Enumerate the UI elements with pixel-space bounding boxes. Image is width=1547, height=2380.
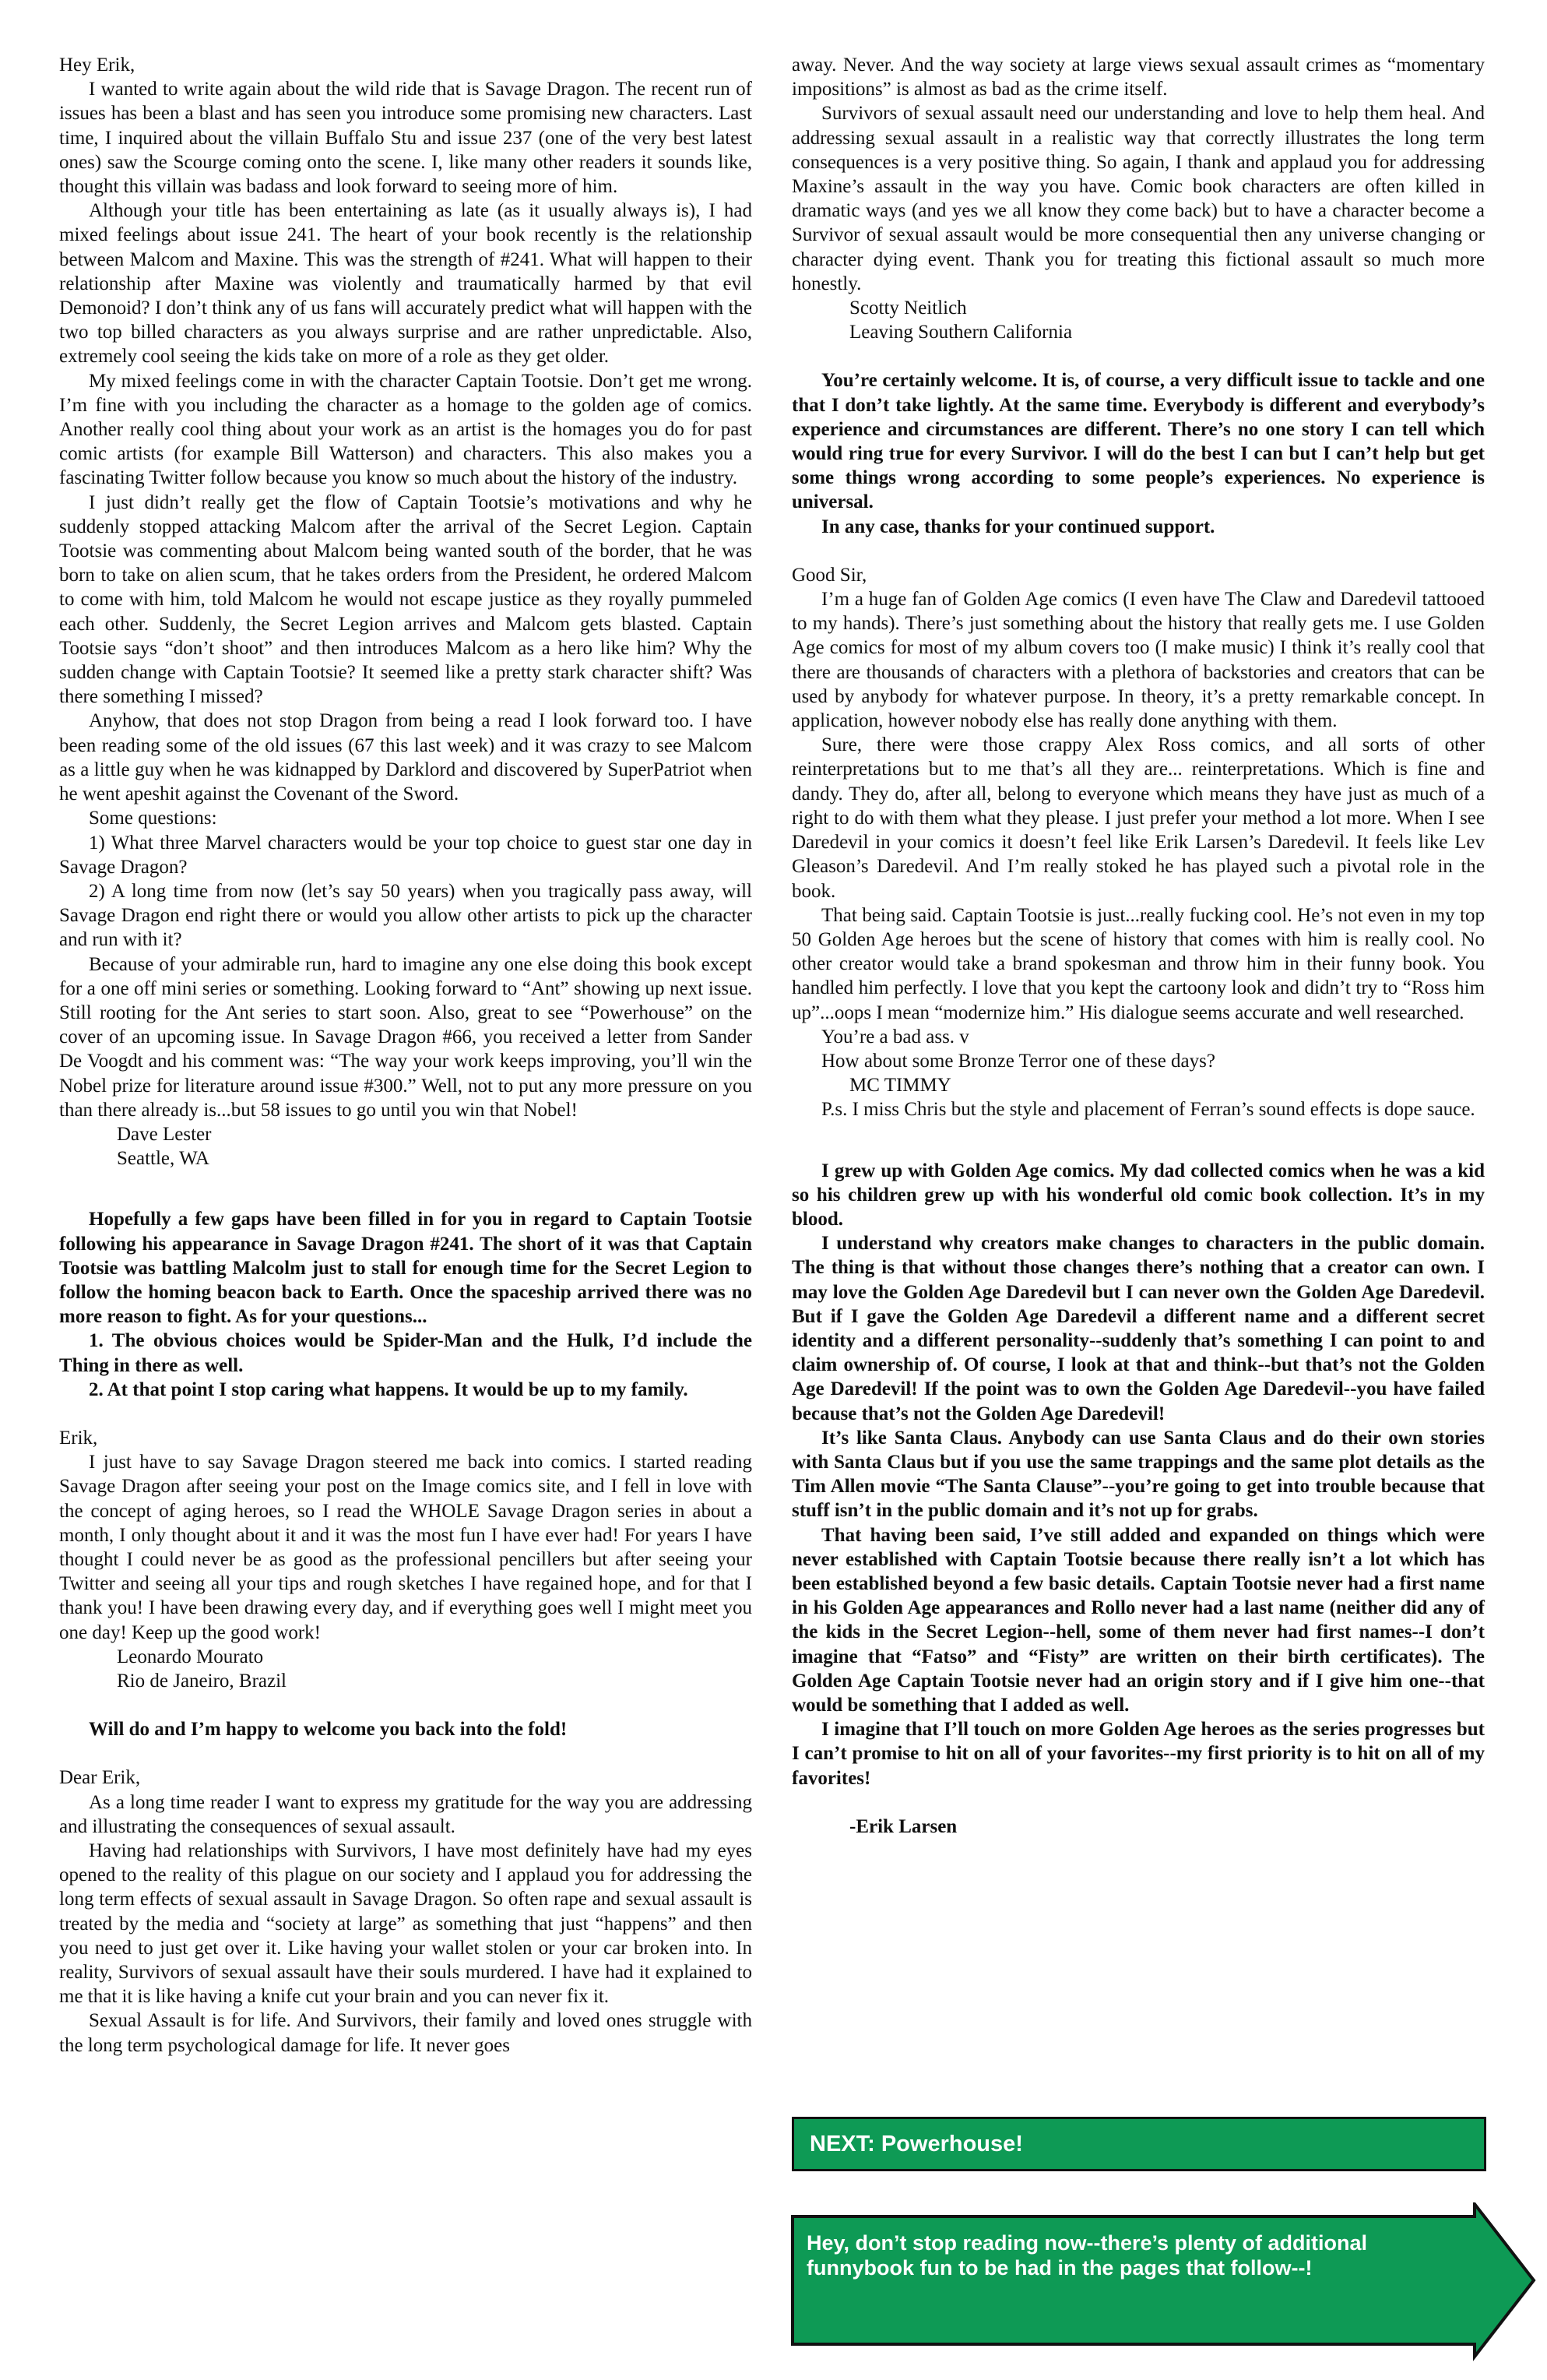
letter-paragraph: You’re a bad ass. v	[821, 1026, 969, 1047]
letter-paragraph: Some questions:	[89, 808, 217, 829]
signature-line: Dave Lester	[117, 1123, 212, 1145]
left-column	[59, 53, 752, 2058]
letter-paragraph: I just didn’t really get the flow of Captain Tootsie’s motivations and why he suddenly stopped attacking Malcom after the arrival of the Secret Legion. Captain Tootsie was commenting about Malcom being wanted south of the border, that he was born to take on alien scum, that he takes orders from the President, he ordered Malcom to come with him, told Malcom he would not escape justice as they royally pummeled each other. Suddenly, the Secret Legion arrives and Malcom gets blasted. Captain Tootsie says “don’t shoot” and then introduces Malcom as a hero like him? Why the sudden change with Captain Tootsie? It seemed like a pretty stark character shift? Was there something I missed?	[59, 491, 752, 708]
letter-paragraph: As a long time reader I want to express my gratitude for the way you are addressing and illustrating the consequences of sexual assault.	[59, 1791, 752, 1837]
paragraph-spacer	[792, 1122, 1485, 1159]
editor-reply-paragraph: That having been said, I’ve still added and expanded on things which were never established with Captain Tootsie because there really isn’t a lot which has been established beyond a few basic details. Captain Tootsie never had a first name in his Golden Age appearances and Rollo never had a last name (neither did any of the kids in the Secret Legion--hell, some of them never had first names--I don’t imagine that “Fatso” and “Fisty” are written on their birth certificates). The Golden Age Captain Tootsie never had an origin story and if I give him one--that would be something that I added as well.	[792, 1524, 1485, 1716]
editor-reply-paragraph: 1. The obvious choices would be Spider-Man and the Hulk, I’d include the Thing in there as well.	[59, 1330, 752, 1376]
letter-paragraph: Sexual Assault is for life. And Survivors, their family and loved ones struggle with the long term psychological damage for life. It never goes	[59, 2010, 752, 2056]
letter-paragraph: Sure, there were those crappy Alex Ross comics, and all sorts of other reinterpretations but to me that’s all they are... reinterpretations. Which is fine and dandy. They do, after all, belong to everyone which means they have just as much of a right to do with them what they please. I just prefer your method a lot more. When I see Daredevil in your comics it doesn’t feel like Erik Larsen’s Daredevil. It feels like Lev Gleason’s Daredevil. And I’m really stoked he has played such a pivotal role in the book.	[792, 734, 1485, 902]
paragraph-spacer	[59, 1693, 752, 1717]
signature-line: -Erik Larsen	[849, 1815, 958, 1837]
paragraph-spacer	[792, 539, 1485, 563]
editor-reply-paragraph: You’re certainly welcome. It is, of course, a very difficult issue to tackle and one that I don’t take lightly. At the same time. Everybody is different and everybody’s experience and circumstances are different. There’s no one story I can tell which would ring true for every Survivor. I will do the best I can but I can’t help but get some things wrong according to some people’s experiences. No experience is universal.	[792, 370, 1485, 513]
letter-paragraph: Good Sir,	[792, 564, 867, 586]
letter-paragraph: My mixed feelings come in with the character Captain Tootsie. Don’t get me wrong. I’m fine with you including the character as a homage to the golden age of comics. Another really cool thing about your work as an artist is the homages you do for past comic artists (for example Bill Watterson) and characters. This also makes you a fascinating Twitter follow because you know so much about the history of the industry.	[59, 370, 752, 489]
letter-paragraph: Survivors of sexual assault need our understanding and love to help them heal. And addressing sexual assault in a realistic way that correctly illustrates the long term consequences is a very positive thing. So again, I thank and applaud you for addressing Maxine’s assault in the way you have. Comic book characters are often killed in dramatic ways (and yes we all know they come back) but to have a character become a Survivor of sexual assault would be more consequential then any universe changing or character dying event. Thank you for treating this fictional assault so much more honestly.	[792, 103, 1485, 294]
continue-arrow	[789, 2202, 1537, 2364]
letter-paragraph: Because of your admirable run, hard to imagine any one else doing this book except for a one off mini series or something. Looking forward to “Ant” showing up next issue. Still rooting for the Ant series to start soon. Also, great to see “Powerhouse” on the cover of an upcoming issue. In Savage Dragon #66, you received a letter from Sander De Voogdt and his comment was: “The way your work keeps improving, you’ll win the Nobel prize for literature around issue #300.” Well, not to put any more pressure on you than there already is...but 58 issues to go until you win that Nobel!	[59, 953, 752, 1121]
letter-paragraph: 2) A long time from now (let’s say 50 years) when you tragically pass away, will Savage Dragon end right there or would you allow other artists to pick up the character and run with it?	[59, 880, 752, 951]
letter-paragraph: Dear Erik,	[59, 1767, 141, 1789]
editor-reply-paragraph: Hopefully a few gaps have been filled in for you in regard to Captain Tootsie following his appearance in Savage Dragon #241. The short of it was that Captain Tootsie was battling Malcolm just to stall for enough time for the Secret Legion to follow the homing beacon back to Earth. Once the spaceship arrived there was no more reason to fight. As for your questions...	[59, 1209, 752, 1328]
letter-paragraph: P.s. I miss Chris but the style and placement of Ferran’s sound effects is dope sauce.	[821, 1099, 1475, 1121]
letter-paragraph: Having had relationships with Survivors, I have most definitely have had my eyes opened to the reality of this plague on our society and I applaud you for addressing the long term effects of sexual assault in Savage Dragon. So often rape and sexual assault is treated by the media and “society at large” as something that just “happens” and then you need to just get over it. Like having your wallet stolen or your car broken into. In reality, Survivors of sexual assault have their souls murdered. I have had it explained to me that it is like having a knife cut your brain and you can never fix it.	[59, 1840, 752, 2008]
paragraph-spacer	[59, 1171, 752, 1207]
letter-paragraph: I just have to say Savage Dragon steered me back into comics. I started reading Savage Dragon after seeing your post on the Image comics site, and I fell in love with the concept of aging heroes, so I read the WHOLE Savage Dragon series in about a month, I only thought about it and it was the most fun I have ever had! For years I have thought I could never be as good as the professional pencillers but after seeing your Twitter and seeing all your tips and rough sketches I have regained hope, and for that I thank you! I have been drawing every day, and if everything goes well I might meet you one day! Keep up the good work!	[59, 1452, 752, 1643]
editor-reply-paragraph: I imagine that I’ll touch on more Golden Age heroes as the series progresses but I can’t promise to hit on all of your favorites--my first priority is to hit on all of my favorites!	[792, 1719, 1485, 1789]
next-issue-banner: NEXT: Powerhouse!	[792, 2117, 1486, 2171]
paragraph-spacer	[792, 344, 1485, 368]
editor-reply-paragraph: Will do and I’m happy to welcome you back into the fold!	[89, 1719, 568, 1741]
signature-line: Leaving Southern California	[849, 322, 1073, 343]
arrow-shape	[793, 2204, 1534, 2357]
editor-reply-paragraph: 2. At that point I stop caring what happens. It would be up to my family.	[89, 1378, 688, 1400]
letter-paragraph: Hey Erik,	[59, 55, 135, 76]
paragraph-spacer	[59, 1741, 752, 1766]
letter-paragraph: That being said. Captain Tootsie is just...really fucking cool. He’s not even in my top 50 Golden Age heroes but the scene of history that comes with him is really cool. No other creator would take a brand spokesman and throw him in their funny book. You handled him perfectly. I love that you kept the cartoony look and didn’t try to “Ross him up”...oops I mean “modernize him.” His dialogue seems accurate and well researched.	[792, 904, 1485, 1023]
letter-paragraph: Anyhow, that does not stop Dragon from being a read I look forward too. I have been reading some of the old issues (67 this last week) and it was crazy to see Malcom as a little guy when he was kidnapped by Darklord and discovered by SuperPatriot when he went apeshit against the Covenant of the Sword.	[59, 710, 752, 805]
continue-reading-text: Hey, don’t stop reading now--there’s plenty of additional funnybook fun to be had in the pages that follow--!	[807, 2231, 1368, 2280]
editor-reply-paragraph: In any case, thanks for your continued support.	[821, 516, 1215, 537]
letter-paragraph: away. Never. And the way society at large views sexual assault crimes as “momentary impositions” is almost as bad as the crime itself.	[792, 55, 1485, 100]
signature-line: Seattle, WA	[117, 1148, 209, 1170]
editor-reply-paragraph: I understand why creators make changes to characters in the public domain. The thing is that without those changes there’s nothing that a creator can own. I may love the Golden Age Daredevil but I can never own the Golden Age Daredevil. But if I gave the Golden Age Daredevil a different name and a different secret identity and a different personality--suddenly that’s something I can point to and claim ownership of. Of course, I look at that and think--but that’s not the Golden Age Daredevil! If the point was to own the Golden Age Daredevil--you have failed because that’s not the Golden Age Daredevil!	[792, 1233, 1485, 1424]
signature-line: MC TIMMY	[849, 1075, 951, 1097]
letter-paragraph: I wanted to write again about the wild ride that is Savage Dragon. The recent run of issues has been a blast and has seen you introduce some promising new characters. Last time, I inquired about the villain Buffalo Stu and issue 237 (one of the very best latest ones) saw the Scourge coming onto the scene. I, like many other readers it sounds like, thought this villain was badass and look forward to seeing more of him.	[59, 79, 752, 198]
editor-reply-paragraph: It’s like Santa Claus. Anybody can use Santa Claus and do their own stories with Santa Claus but if you use the same trappings and the same plot details as the Tim Allen movie “The Santa Clause”--you’re going to get into trouble because that stuff isn’t in the public domain and it’s not up for grabs.	[792, 1427, 1485, 1522]
paragraph-spacer	[59, 1402, 752, 1426]
letter-paragraph: I’m a huge fan of Golden Age comics (I even have The Claw and Daredevil tattooed to my hands). There’s just something about the history that really gets me. I use Golden Age comics for most of my album covers too (I make music) I think it’s really cool that there are thousands of characters with a plethora of backstories and creators that can be used by anybody for whatever purpose. In theory, it’s a pretty remarkable concept. In application, however nobody else has really done anything with them.	[792, 589, 1485, 732]
signature-line: Scotty Neitlich	[849, 298, 967, 319]
letter-paragraph: 1) What three Marvel characters would be your top choice to guest star one day in Savage Dragon?	[59, 832, 752, 878]
editor-reply-paragraph: I grew up with Golden Age comics. My dad collected comics when he was a kid so his children grew up with his wonderful old comic book collection. It’s in my blood.	[792, 1160, 1485, 1230]
right-column	[792, 53, 1485, 1839]
letter-paragraph: How about some Bronze Terror one of these days?	[821, 1050, 1215, 1072]
signature-line: Rio de Janeiro, Brazil	[117, 1671, 287, 1692]
paragraph-spacer	[792, 1790, 1485, 1815]
letter-paragraph: Erik,	[59, 1427, 98, 1449]
signature-line: Leonardo Mourato	[117, 1646, 264, 1667]
letter-paragraph: Although your title has been entertaining as late (as it usually always is), I had mixed feelings about issue 241. The heart of your book recently is the relationship between Malcom and Maxine. This was the strength of #241. What will happen to their relationship after Maxine was violently and traumatically harmed by that evil Demonoid? I don’t think any of us fans will accurately predict what will happen with the two top billed characters as you always surprise and are rather unpredictable. Also, extremely cool seeing the kids take on more of a role as they get older.	[59, 200, 752, 368]
